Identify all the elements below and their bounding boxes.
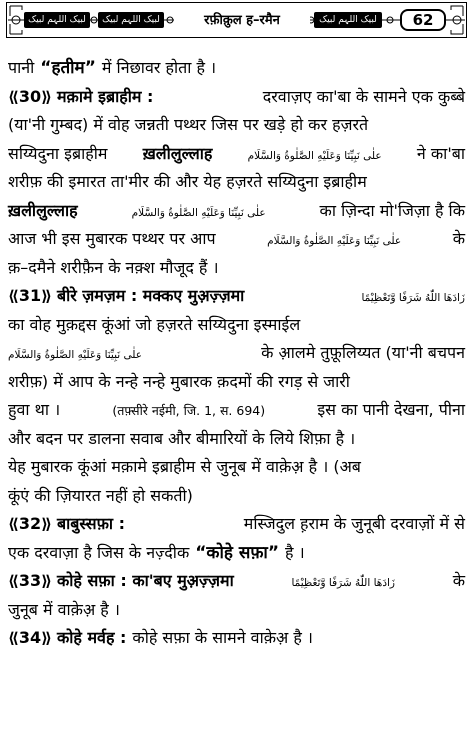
text-line: कूंएं की ज़ियारत नहीं हो सकती) bbox=[8, 485, 193, 505]
section-30-heading-line: ⟪30⟫ मक़ामे इब्राहीम : दरवाज़ए का'बा के सामने एक कुब्बे bbox=[8, 83, 465, 112]
citation: (तफ़्सीरे नईमी, जि. 1, स. 694) bbox=[112, 403, 266, 418]
page-body bbox=[8, 54, 465, 653]
page-number: 62 bbox=[400, 9, 446, 31]
number-ornament-close: ⟫ bbox=[41, 287, 52, 305]
text-line: येह मुबारक कूंआं मक़ामे इब्राहीम से जुनूब में वाक़ेअ़ है । (अब bbox=[8, 457, 361, 476]
talbiyah-badge: لبیک اللہم لبیک bbox=[314, 12, 382, 28]
section-heading: बाबुस्सफ़ा bbox=[56, 514, 114, 533]
section-number: 30 bbox=[18, 86, 42, 106]
salutation-arabic: علٰی نَبِیِّنَا وَعَلَیْهِ الصَّلٰوةُ وَالسَّلَام bbox=[8, 349, 143, 361]
number-ornament-open: ⟪ bbox=[8, 515, 19, 533]
salutation-arabic: علٰی نَبِیِّنَا وَعَلَیْهِ الصَّلٰوةُ وَالسَّلَام bbox=[247, 149, 382, 162]
section-heading: मक़ामे इब्राहीम bbox=[56, 86, 142, 106]
text-line: का वोह मुक़द्दस कूंआं जो हज़रते सय्यिदुना इस्माईल bbox=[8, 314, 301, 334]
section-heading: बीरे ज़मज़म : मक्कए मुअ़ज़्ज़मा bbox=[56, 286, 245, 305]
page-header bbox=[6, 2, 467, 38]
section-32-heading-line: ⟪32⟫ बाबुस्सफ़ा : मस्जिदुल ह़राम के जुनूबी दरवाज़ों में से bbox=[8, 510, 465, 539]
number-ornament-open: ⟪ bbox=[8, 629, 19, 647]
text-line: और बदन पर डालना सवाब और बीमारियों के लिये शिफ़ा है । bbox=[8, 428, 356, 448]
text-line: क़–दमैने शरीफ़ैन के नक़्श मौजूद हैं । bbox=[8, 257, 219, 277]
text-line: पानी “हतीम” में निछावर होता है । bbox=[8, 58, 217, 78]
salutation-arabic: علٰی نَبِیِّنَا وَعَلَیْهِ الصَّلٰوةُ وَالسَّلَام bbox=[267, 235, 402, 247]
section-number: 31 bbox=[18, 286, 42, 305]
text-line: शरीफ़) में आप के नन्हे नन्हे मुबारक क़दमों की रगड़ से जारी bbox=[8, 371, 350, 391]
section-heading: कोहे मर्वह bbox=[56, 628, 115, 647]
section-34-heading-line: ⟪34⟫ कोहे मर्वह : कोहे सफ़ा के सामने वाक़ेअ़ है । bbox=[8, 624, 465, 653]
section-number: 33 bbox=[18, 571, 42, 590]
number-ornament-open: ⟪ bbox=[8, 87, 19, 106]
talbiyah-badge: لبیک اللہم لبیک bbox=[24, 12, 90, 28]
dua-arabic: زَادَھَا اللّٰهُ شَرَفًا وَّتَعْظِیْمًا bbox=[361, 292, 465, 304]
number-ornament-close: ⟫ bbox=[41, 629, 52, 647]
text-line: आज भी इस मुबारक पथ्थर पर आप علٰی نَبِیِّنَا وَعَلَیْهِ الصَّلٰوةُ وَالسَّلَام के bbox=[8, 225, 465, 254]
text-line: (या'नी गुम्बद) में वोह जन्नती पथ्थर जिस पर खड़े हो कर हज़रते bbox=[8, 115, 369, 134]
section-number: 34 bbox=[18, 628, 42, 647]
text-line: ख़लीलुल्लाह علٰی نَبِیِّنَا وَعَلَیْهِ الصَّلٰوةُ وَالسَّلَام का ज़िन्दा मो'जिज़ा है कि bbox=[8, 197, 465, 226]
section-33-heading-line: ⟪33⟫ कोहे सफ़ा : का'बए मुअ़ज़्ज़मा زَادَھَا اللّٰهُ شَرَفًا وَّتَعْظِیْمًا के bbox=[8, 567, 465, 596]
talbiyah-badge: لبیک اللہم لبیک bbox=[98, 12, 164, 28]
text-line: एक दरवाज़ा है जिस के नज़्दीक “कोहे सफ़ा” है । bbox=[8, 542, 305, 563]
text-line: सय्यिदुना इब्राहीम ख़लीलुल्लाह علٰی نَبِیِّنَا وَعَلَیْهِ الصَّلٰوةُ وَالسَّلَام ने का'बा bbox=[8, 140, 465, 169]
text-line: हुवा था । (तफ़्सीरे नईमी, जि. 1, स. 694) इस का पानी देखना, पीना bbox=[8, 396, 465, 425]
number-ornament-close: ⟫ bbox=[41, 515, 52, 533]
number-ornament-open: ⟪ bbox=[8, 572, 19, 590]
section-heading: कोहे सफ़ा : का'बए मुअ़ज़्ज़मा bbox=[56, 571, 234, 590]
section-31-heading-line bbox=[8, 282, 465, 311]
section-number: 32 bbox=[18, 514, 42, 533]
salutation-arabic: علٰی نَبِیِّنَا وَعَلَیْهِ الصَّلٰوةُ وَالسَّلَام bbox=[131, 206, 266, 219]
text-line: علٰی نَبِیِّنَا وَعَلَیْهِ الصَّلٰوةُ وَالسَّلَام के आ़लमे तुफ़ूलिय्यत (या'नी बचपन bbox=[8, 339, 465, 368]
number-ornament-close: ⟫ bbox=[41, 87, 52, 106]
text-line: शरीफ़ की इमारत ता'मीर की और येह हज़रते सय्यिदुना इब्राहीम bbox=[8, 172, 367, 191]
dua-arabic: زَادَھَا اللّٰهُ شَرَفًا وَّتَعْظِیْمًا bbox=[291, 577, 395, 589]
running-title: रफ़ीक़ुल ह–रमैन bbox=[174, 11, 310, 31]
text-line: जुनूब में वाक़ेअ़ है । bbox=[8, 599, 120, 619]
number-ornament-close: ⟫ bbox=[41, 572, 52, 590]
number-ornament-open: ⟪ bbox=[8, 287, 19, 305]
